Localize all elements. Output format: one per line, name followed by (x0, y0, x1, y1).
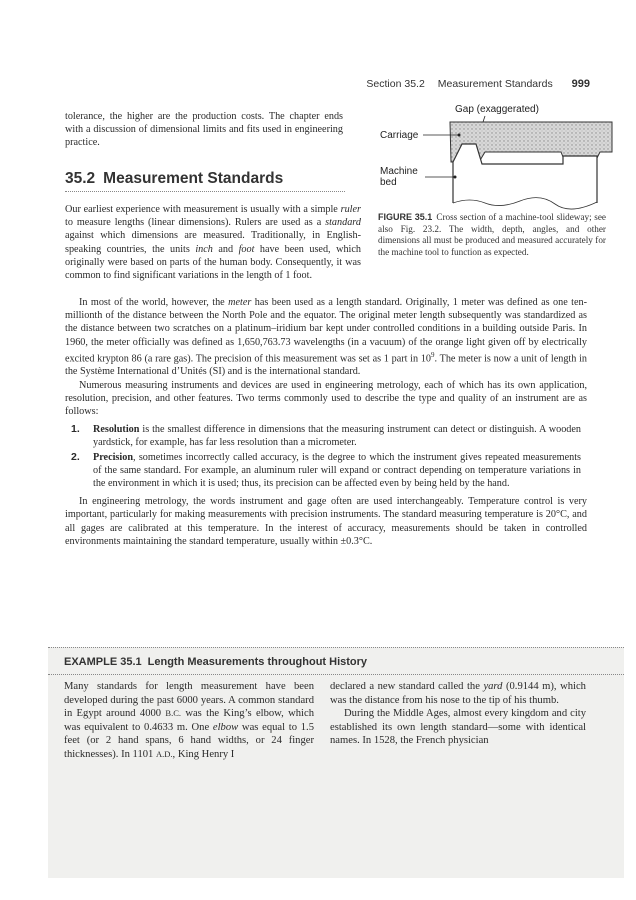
list-number: 2. (71, 450, 80, 463)
example-right-column (330, 680, 586, 748)
list-item (71, 423, 581, 449)
list-term: Precision (93, 451, 133, 463)
page-number: 999 (571, 78, 590, 90)
term-ruler: ruler (340, 204, 361, 215)
running-header (366, 78, 590, 90)
figure-caption-text: Cross section of a machine-tool slideway; see also Fig. 23.2. The width, depth, angles, and other dimensions all must be produced and measured accurately for the machine tool to function as expected. (378, 212, 606, 257)
paragraph-2 (65, 296, 587, 379)
text-run: Many standards for length measurement have been developed during the past 6000 years. A common standard in Egypt around 4000 (64, 681, 314, 720)
text-run: . The meter is now a unit of length in the Système International d’Unités (SI) and is the international standard. (65, 353, 587, 378)
slideway-figure (375, 100, 615, 210)
term-meter: meter (228, 297, 252, 308)
example-left-text (64, 680, 314, 762)
text-run: and (212, 243, 239, 255)
text-run: declared a new standard called the (330, 681, 484, 692)
text-run: , King Henry I (172, 748, 235, 760)
paragraph-1 (65, 203, 361, 282)
carriage-leader-dot (458, 134, 461, 137)
term-inch: inch (195, 243, 213, 255)
example-right-paragraph-2: During the Middle Ages, almost every kingdom and city established its own length standard—some with identical names. In 1528, the French physician (330, 708, 586, 747)
list-term: Resolution (93, 424, 140, 436)
header-section: Section 35.2 (366, 78, 425, 90)
example-right-text (330, 680, 586, 707)
section-heading (65, 170, 335, 188)
example-rule (48, 674, 624, 675)
text-run: (0.9144 m), which was the distance from his nose to the tip of his thumb. (330, 681, 586, 706)
example-title: Length Measurements throughout History (147, 656, 368, 668)
paragraph-3: Numerous measuring instruments and devices are used in engineering metrology, each of which has its own application, resolution, precision, and other features. Two terms commonly used to describe the type and quality of an instrument are as follows: (65, 379, 587, 418)
list-text: , sometimes incorrectly called accuracy, is the degree to which the instrument gives repeated measurements of the same standard. For example, an aluminum ruler will expand or contract depending on temperature variations in the environment in which it is used; thus, its precision can be affected even by being held by the hand. (93, 451, 581, 490)
gap-label: Gap (exaggerated) (455, 104, 539, 115)
text-run: against which dimensions are measured. Traditionally, in English-speaking countries, the units (65, 230, 361, 255)
text-run: have been used, which originally were based on parts of the human body. Consequently, it was common to find significant variations in the length of 1 foot. (65, 243, 361, 282)
terms-list (71, 423, 581, 490)
text-run: was equal to 1.5 feet (or 2 hand spans, 6 hand widths, or 24 finger thicknesses). In 1101 (64, 721, 314, 760)
era-bc: B.C. (165, 708, 182, 719)
term-standard: standard (325, 217, 361, 229)
section-title: Measurement Standards (103, 170, 284, 187)
machine-bed-label-2: bed (380, 177, 397, 188)
era-ad: A.D. (156, 748, 173, 759)
term-foot: foot (238, 243, 255, 255)
figure-caption (378, 212, 606, 258)
list-item (71, 451, 581, 491)
figure-caption-label: FIGURE 35.1 (378, 212, 433, 222)
example-label: EXAMPLE 35.1 (64, 656, 142, 668)
paragraph-1-text (65, 203, 361, 282)
carriage-label: Carriage (380, 130, 419, 141)
paragraph-4: In engineering metrology, the words instrument and gage often are used interchangeably. Temperature control is very important, particularly for making measurements with precision instruments. The standard measuring temperature is 20°C, and all gages are calibrated at this temperature. In the interest of accuracy, measurements should be taken in controlled environments maintaining the standard temperature, usually within ±0.3°C. (65, 496, 587, 547)
text-run: has been used as a length standard. Originally, 1 meter was defined as one ten-millionth of the distance between the North Pole and the equator. The original meter length subsequently was standardized as the distance between two scratches on a platinum–iridium bar kept under controlled conditions in a building outside Paris. In 1960, the meter officially was defined as 1,650,763.73 wavelengths (in a vacuum) of the orange light given off by electrically excited krypton 86 (a rare gas). The precision of this measurement was set as 1 part in 10 (65, 297, 587, 365)
bed-leader-dot (454, 176, 457, 179)
exponent: 9 (431, 350, 435, 359)
term-elbow: elbow (212, 721, 239, 733)
text-run: was the King’s elbow, which was equivalent to 0.4633 m. One (64, 708, 315, 733)
text-run: to measure lengths (linear dimensions). Rulers are used as a (65, 217, 326, 229)
machine-bed-label-1: Machine (380, 166, 418, 177)
example-left-column (64, 680, 314, 762)
list-text: is the smallest difference in dimensions that the measuring instrument can detect or distinguish. A wooden yardstick, for example, has far less resolution than a micrometer. (93, 424, 581, 449)
section-number: 35.2 (65, 170, 96, 187)
intro-paragraph (65, 110, 343, 150)
main-body (65, 296, 587, 548)
intro-text: tolerance, the higher are the production costs. The chapter ends with a discussion of dimensional limits and fits used in engineering practice. (65, 111, 343, 149)
text-run: Our earliest experience with measurement is usually with a simple (65, 204, 341, 215)
list-number: 1. (71, 423, 80, 436)
header-title: Measurement Standards (437, 78, 553, 90)
text-run: In most of the world, however, the (79, 297, 229, 308)
term-yard: yard (483, 681, 503, 692)
section-rule (65, 191, 345, 192)
example-heading (64, 656, 367, 668)
